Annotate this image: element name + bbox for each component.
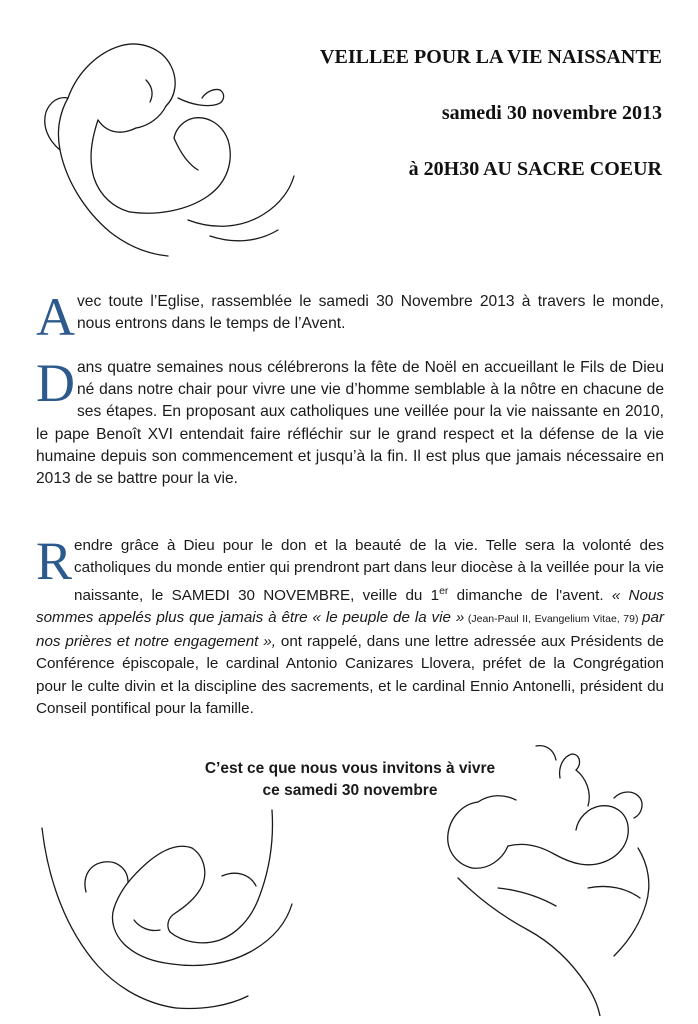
advent-text: ans quatre semaines nous célébrerons la fête de Noël en accueillant le Fils de Dieu né dans notre chair pour vivre une vie d’homme semblable à la nôtre en chacune de ses étapes. En proposant aux catholiques une veillée pour la vie naissante en 2010, le pape Benoît XVI entendait faire réfléchir sur le grand respect et la défense de la vie humaine depuis son commencement et jusqu’à la fin. Il est plus que jamais nécessaire en 2013 de se battre pour la vie. bbox=[36, 359, 664, 488]
letter-text: ont rappelé, dans une lettre adressée aux Présidents de Conférence épiscopale, le cardinal Antonio Canizares Llovera, préfet de la Congrégation pour le culte divin et la discipline des sacrements, et le cardinal Ennio Antonelli, président du Conseil pontifical pour la famille. bbox=[36, 632, 665, 717]
drop-cap-r: R bbox=[36, 531, 73, 591]
baby-in-hands-illustration bbox=[36, 800, 326, 1015]
quote-part-2: par nos prières et notre engagement », bbox=[36, 609, 664, 650]
baby-in-palms-illustration bbox=[438, 738, 668, 1016]
thanksgiving-paragraph bbox=[36, 531, 665, 720]
quote-part-1: « Nous sommes appelés plus que jamais à être « le peuple de la vie » bbox=[36, 586, 664, 627]
intro-paragraph bbox=[36, 287, 664, 347]
thanksgiving-text: endre grâce à Dieu pour le don et la beauté de la vie. Telle sera la volonté des catholiques du monde entier qui prendront part dans leur diocèse à la veillée pour la vie naissante, le SAMEDI 30 NOVEMBRE, veille du 1 bbox=[74, 537, 664, 604]
page-title: VEILLEE POUR LA VIE NAISSANTE bbox=[320, 46, 662, 68]
baby-in-hand-illustration bbox=[38, 40, 300, 265]
event-time-place: à 20H30 AU SACRE COEUR bbox=[408, 158, 662, 180]
thanksgiving-text-end: dimanche de l'avent. bbox=[448, 586, 604, 604]
invitation-line-2: ce samedi 30 novembre bbox=[262, 782, 438, 799]
quote-citation: (Jean-Paul II, Evangelium Vitae, 79) bbox=[464, 613, 643, 626]
drop-cap-d: D bbox=[36, 353, 75, 413]
event-date: samedi 30 novembre 2013 bbox=[441, 102, 662, 124]
intro-text: vec toute l’Eglise, rassemblée le samedi 30 Novembre 2013 à travers le monde, nous entrons dans le temps de l’Avent. bbox=[77, 293, 664, 333]
invitation-line-1: C’est ce que nous vous invitons à vivre bbox=[204, 760, 496, 777]
advent-paragraph bbox=[36, 353, 664, 490]
ordinal-superscript: er bbox=[439, 584, 449, 597]
drop-cap-a: A bbox=[36, 287, 75, 347]
